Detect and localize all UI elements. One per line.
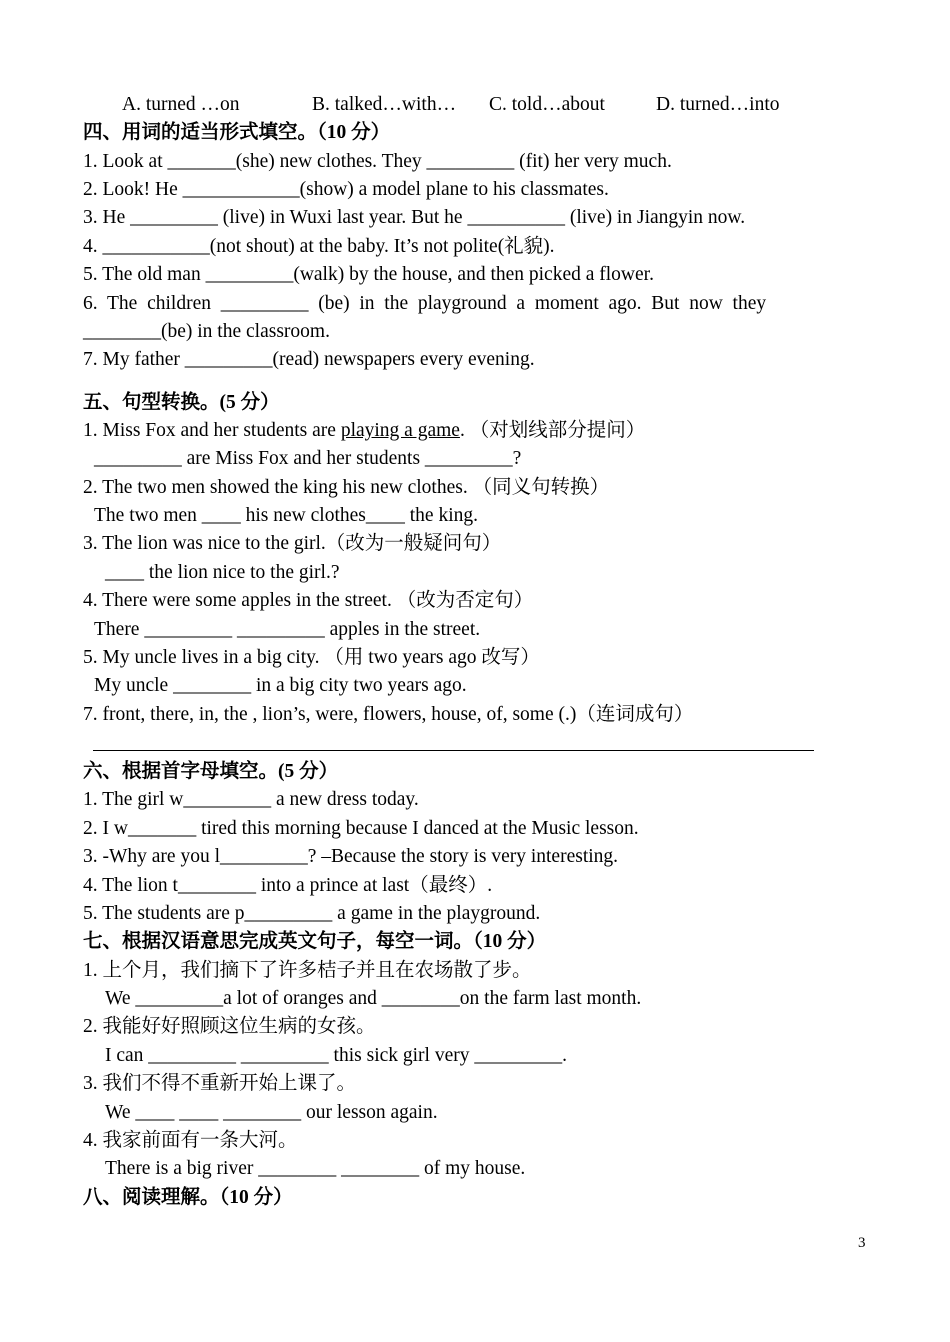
s5-item-1-answer: _________ are Miss Fox and her students _________?	[94, 448, 522, 469]
s7-item-2: 2. 我能好好照顾这位生病的女孩。	[83, 1016, 376, 1037]
s4-item-6-cont: ________(be) in the classroom.	[83, 321, 330, 342]
s7-item-4: 4. 我家前面有一条大河。	[83, 1130, 298, 1151]
s7-item-2-answer: I can _________ _________ this sick girl very _________.	[105, 1045, 567, 1066]
s5-item-4: 4. There were some apples in the street. （改为否定句）	[83, 590, 534, 611]
s5-item-2: 2. The two men showed the king his new clothes. （同义句转换）	[83, 477, 610, 498]
section-7-title: 七、根据汉语意思完成英文句子，每空一词。（10 分）	[83, 931, 547, 952]
option-c: C. told…about	[489, 94, 605, 115]
s7-item-4-answer: There is a big river ________ ________ of my house.	[105, 1158, 526, 1179]
s7-item-3-answer: We ____ ____ ________ our lesson again.	[105, 1102, 438, 1123]
s6-item-5: 5. The students are p_________ a game in the playground.	[83, 903, 541, 924]
s5-item-2-answer: The two men ____ his new clothes____ the king.	[94, 505, 478, 526]
s5-item-1	[83, 417, 865, 445]
s5-q1-pre: 1. Miss Fox and her students are	[83, 420, 341, 441]
s5-item-3-answer: ____ the lion nice to the girl.?	[105, 562, 340, 583]
s6-item-4: 4. The lion t________ into a prince at last（最终）.	[83, 875, 493, 896]
option-b: B. talked…with…	[312, 94, 457, 115]
s6-item-3: 3. -Why are you l_________? –Because the story is very interesting.	[83, 846, 619, 867]
section-4-title: 四、用词的适当形式填空。（10 分）	[83, 122, 391, 143]
page-number: 3	[858, 1235, 866, 1251]
s4-item-7: 7. My father _________(read) newspapers every evening.	[83, 349, 535, 370]
s4-item-2: 2. Look! He ____________(show) a model plane to his classmates.	[83, 179, 609, 200]
section-8-title: 八、阅读理解。（10 分）	[83, 1187, 293, 1208]
s4-item-3: 3. He _________ (live) in Wuxi last year. But he __________ (live) in Jiangyin now.	[83, 207, 746, 228]
s4-item-5: 5. The old man _________(walk) by the house, and then picked a flower.	[83, 264, 654, 285]
s5-item-5: 5. My uncle lives in a big city. （用 two years ago 改写）	[83, 647, 540, 668]
s5-q1-post: . （对划线部分提问）	[459, 420, 646, 441]
s4-item-1: 1. Look at _______(she) new clothes. They _________ (fit) her very much.	[83, 151, 672, 172]
s6-item-2: 2. I w_______ tired this morning because I danced at the Music lesson.	[83, 818, 639, 839]
s7-item-1: 1. 上个月，我们摘下了许多桔子并且在农场散了步。	[83, 960, 532, 981]
option-a: A. turned …on	[122, 94, 240, 115]
s5-item-5-answer: My uncle ________ in a big city two years ago.	[94, 675, 467, 696]
s4-item-6: 6. The children _________ (be) in the playground a moment ago. But now they	[83, 293, 767, 314]
s5-item-7: 7. front, there, in, the , lion’s, were, flowers, house, of, some (.)（连词成句）	[83, 704, 694, 725]
s5-item-3: 3. The lion was nice to the girl.（改为一般疑问句）	[83, 533, 502, 554]
option-d: D. turned…into	[656, 94, 780, 115]
s5-q1-underlined: playing a game	[340, 420, 460, 441]
s7-item-3: 3. 我们不得不重新开始上课了。	[83, 1073, 357, 1094]
s6-item-1: 1. The girl w_________ a new dress today.	[83, 789, 419, 810]
s4-item-4: 4. ___________(not shout) at the baby. It’s not polite(礼貌).	[83, 236, 555, 257]
s5-item-4-answer: There _________ _________ apples in the street.	[94, 619, 481, 640]
section-6-title: 六、根据首字母填空。(5 分）	[83, 761, 339, 782]
answer-line	[93, 750, 814, 751]
section-5-title: 五、句型转换。(5 分）	[83, 392, 280, 413]
s7-item-1-answer: We _________a lot of oranges and ________on the farm last month.	[105, 988, 642, 1009]
